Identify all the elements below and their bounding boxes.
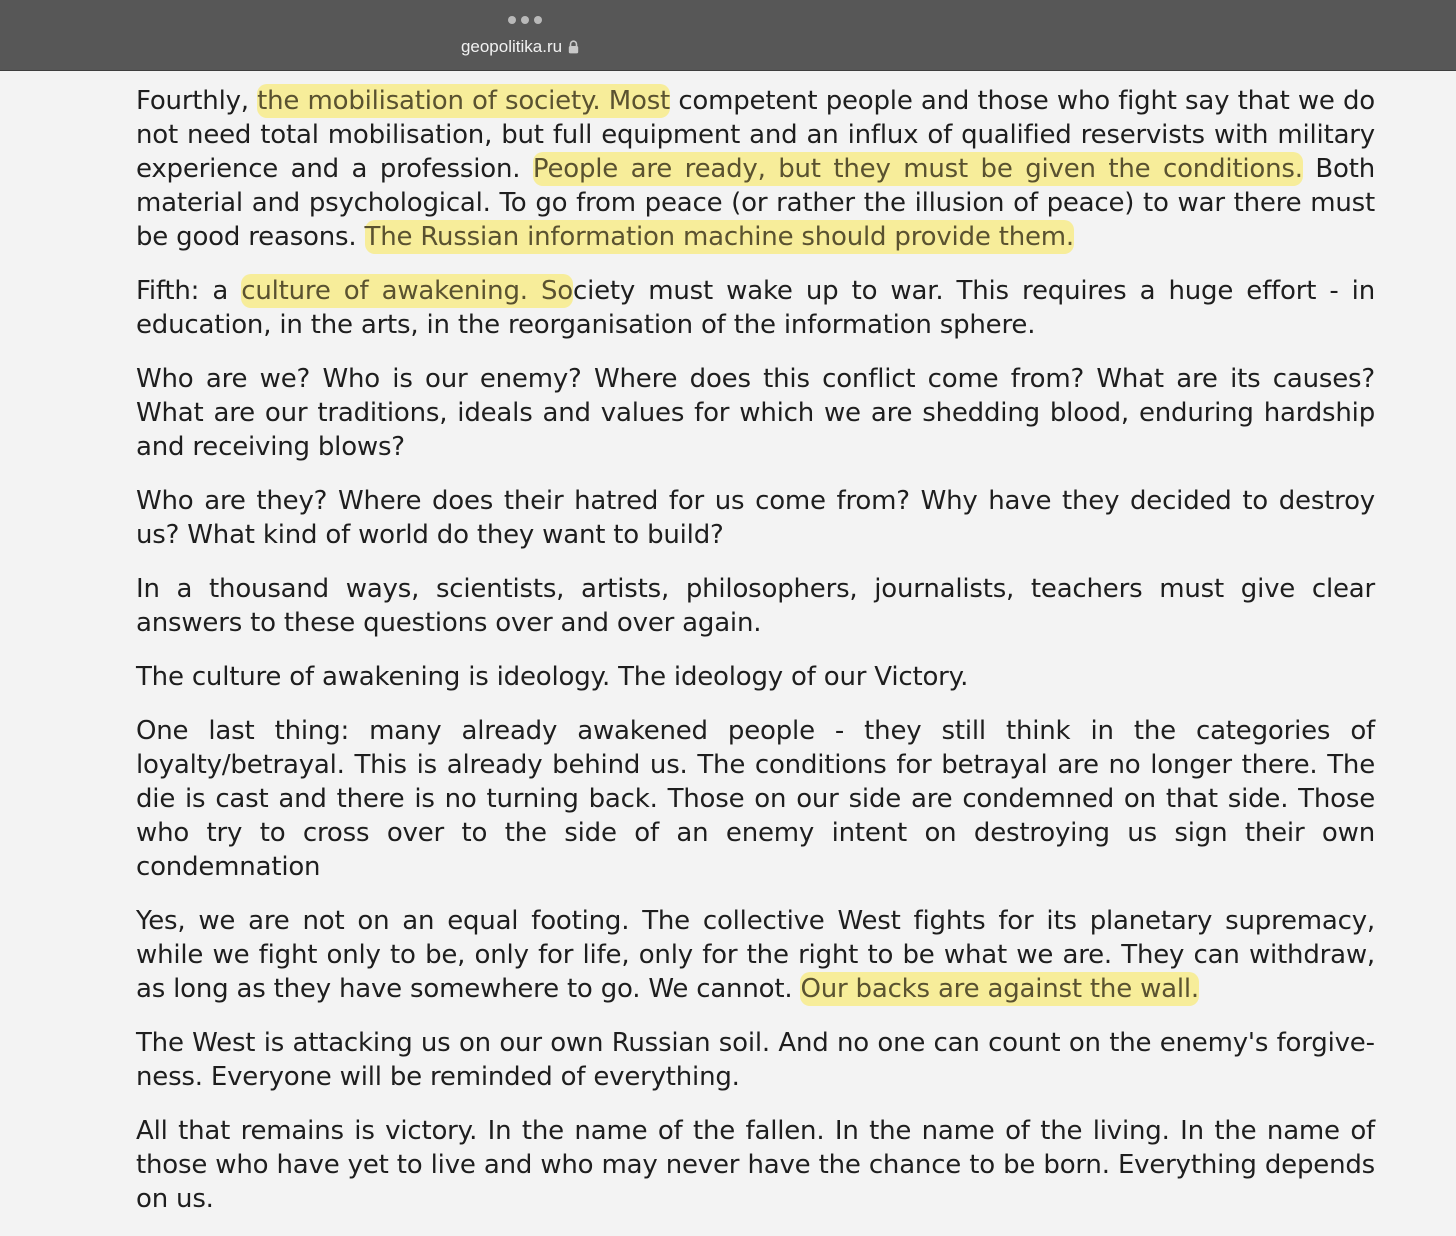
highlighted-text: culture of awakening. So (241, 276, 573, 306)
paragraph-text: One last thing: many already awakened people - they still think in the categories of loyalty/betrayal. This is already behind us. The conditions for betrayal are no longer there. The die is cast and there is no turning back. Those on our side are condemned on that side. Those who try to cross over to the side of an enemy intent on destroying us sign their own condemnation (136, 716, 1375, 882)
cut-off-text-line (980, 1166, 1375, 1177)
article-paragraph (136, 572, 1375, 640)
article-body (136, 84, 1375, 1236)
highlighted-text: People are ready, but they must be given the conditions. (532, 154, 1303, 184)
paragraph-text: Who are they? Where does their hatred for us come from? Why have they decided to destroy us? What kind of world do they want to build? (136, 486, 1375, 550)
article-paragraph (136, 484, 1375, 552)
address-bar[interactable] (0, 36, 1040, 60)
article-paragraph (136, 362, 1375, 464)
url-text: geopolitika.ru (460, 37, 563, 56)
paragraph-text: Who are we? Who is our enemy? Where does this conflict come from? What are its causes? What are our traditions, ideals and values for which we are shedding blood, enduring hardship and receiving blows? (136, 364, 1375, 462)
paragraph-text: The West is attacking us on our own Russian soil. And no one can count on the enemy's forgiveness. Everyone will be reminded of everything. (136, 1028, 1375, 1092)
article-paragraph (136, 660, 1375, 694)
more-dots-icon[interactable] (508, 16, 542, 26)
article-paragraph (136, 714, 1375, 884)
paragraph-text: Fourthly, (136, 86, 258, 116)
highlighted-text: the mobilisation of society. Most (257, 86, 671, 116)
paragraph-text: All that remains is victory. In the name of the fallen. In the name of the living. In the name of those who have yet to live and who may never have the chance to be born. Everything depends on us. (136, 1116, 1375, 1214)
lock-icon (568, 38, 579, 60)
paragraph-text: ciety must wake up to war. This requires a huge effort - in education, in the arts, in the reorganisation of the information sphere. (136, 276, 1375, 340)
highlighted-text: Our backs are against the wall. (800, 974, 1199, 1004)
article-paragraph (136, 904, 1375, 1006)
paragraph-text: In a thousand ways, scientists, artists, philosophers, journalists, teachers must give clear answers to these questions over and over again. (136, 574, 1375, 638)
paragraph-text: competent people and those who fight say that we do not need total mobilisation, but full equipment and an influx of qualified reservists with military experience and a profession. (136, 86, 1375, 184)
paragraph-text: The culture of awakening is ideology. The ideology of our Victory. (136, 662, 969, 692)
paragraph-text: Fifth: a (136, 276, 242, 306)
article-paragraph (136, 1026, 1375, 1094)
browser-top-bar (0, 0, 1456, 71)
highlighted-text: The Russian information machine should provide them. (364, 222, 1074, 252)
article-paragraph (136, 1114, 1375, 1216)
article-paragraph (136, 84, 1375, 254)
paragraph-text: Yes, we are not on an equal footing. The collective West fights for its planetary supremacy, while we fight only to be, only for life, only for the right to be what we are. They can withdraw, as long as they have somewhere to go. We cannot. (136, 906, 1375, 1004)
paragraph-text: Both material and psychological. To go from peace (or rather the illusion of peace) to war there must be good reasons. (136, 154, 1375, 252)
article-paragraph (136, 274, 1375, 342)
